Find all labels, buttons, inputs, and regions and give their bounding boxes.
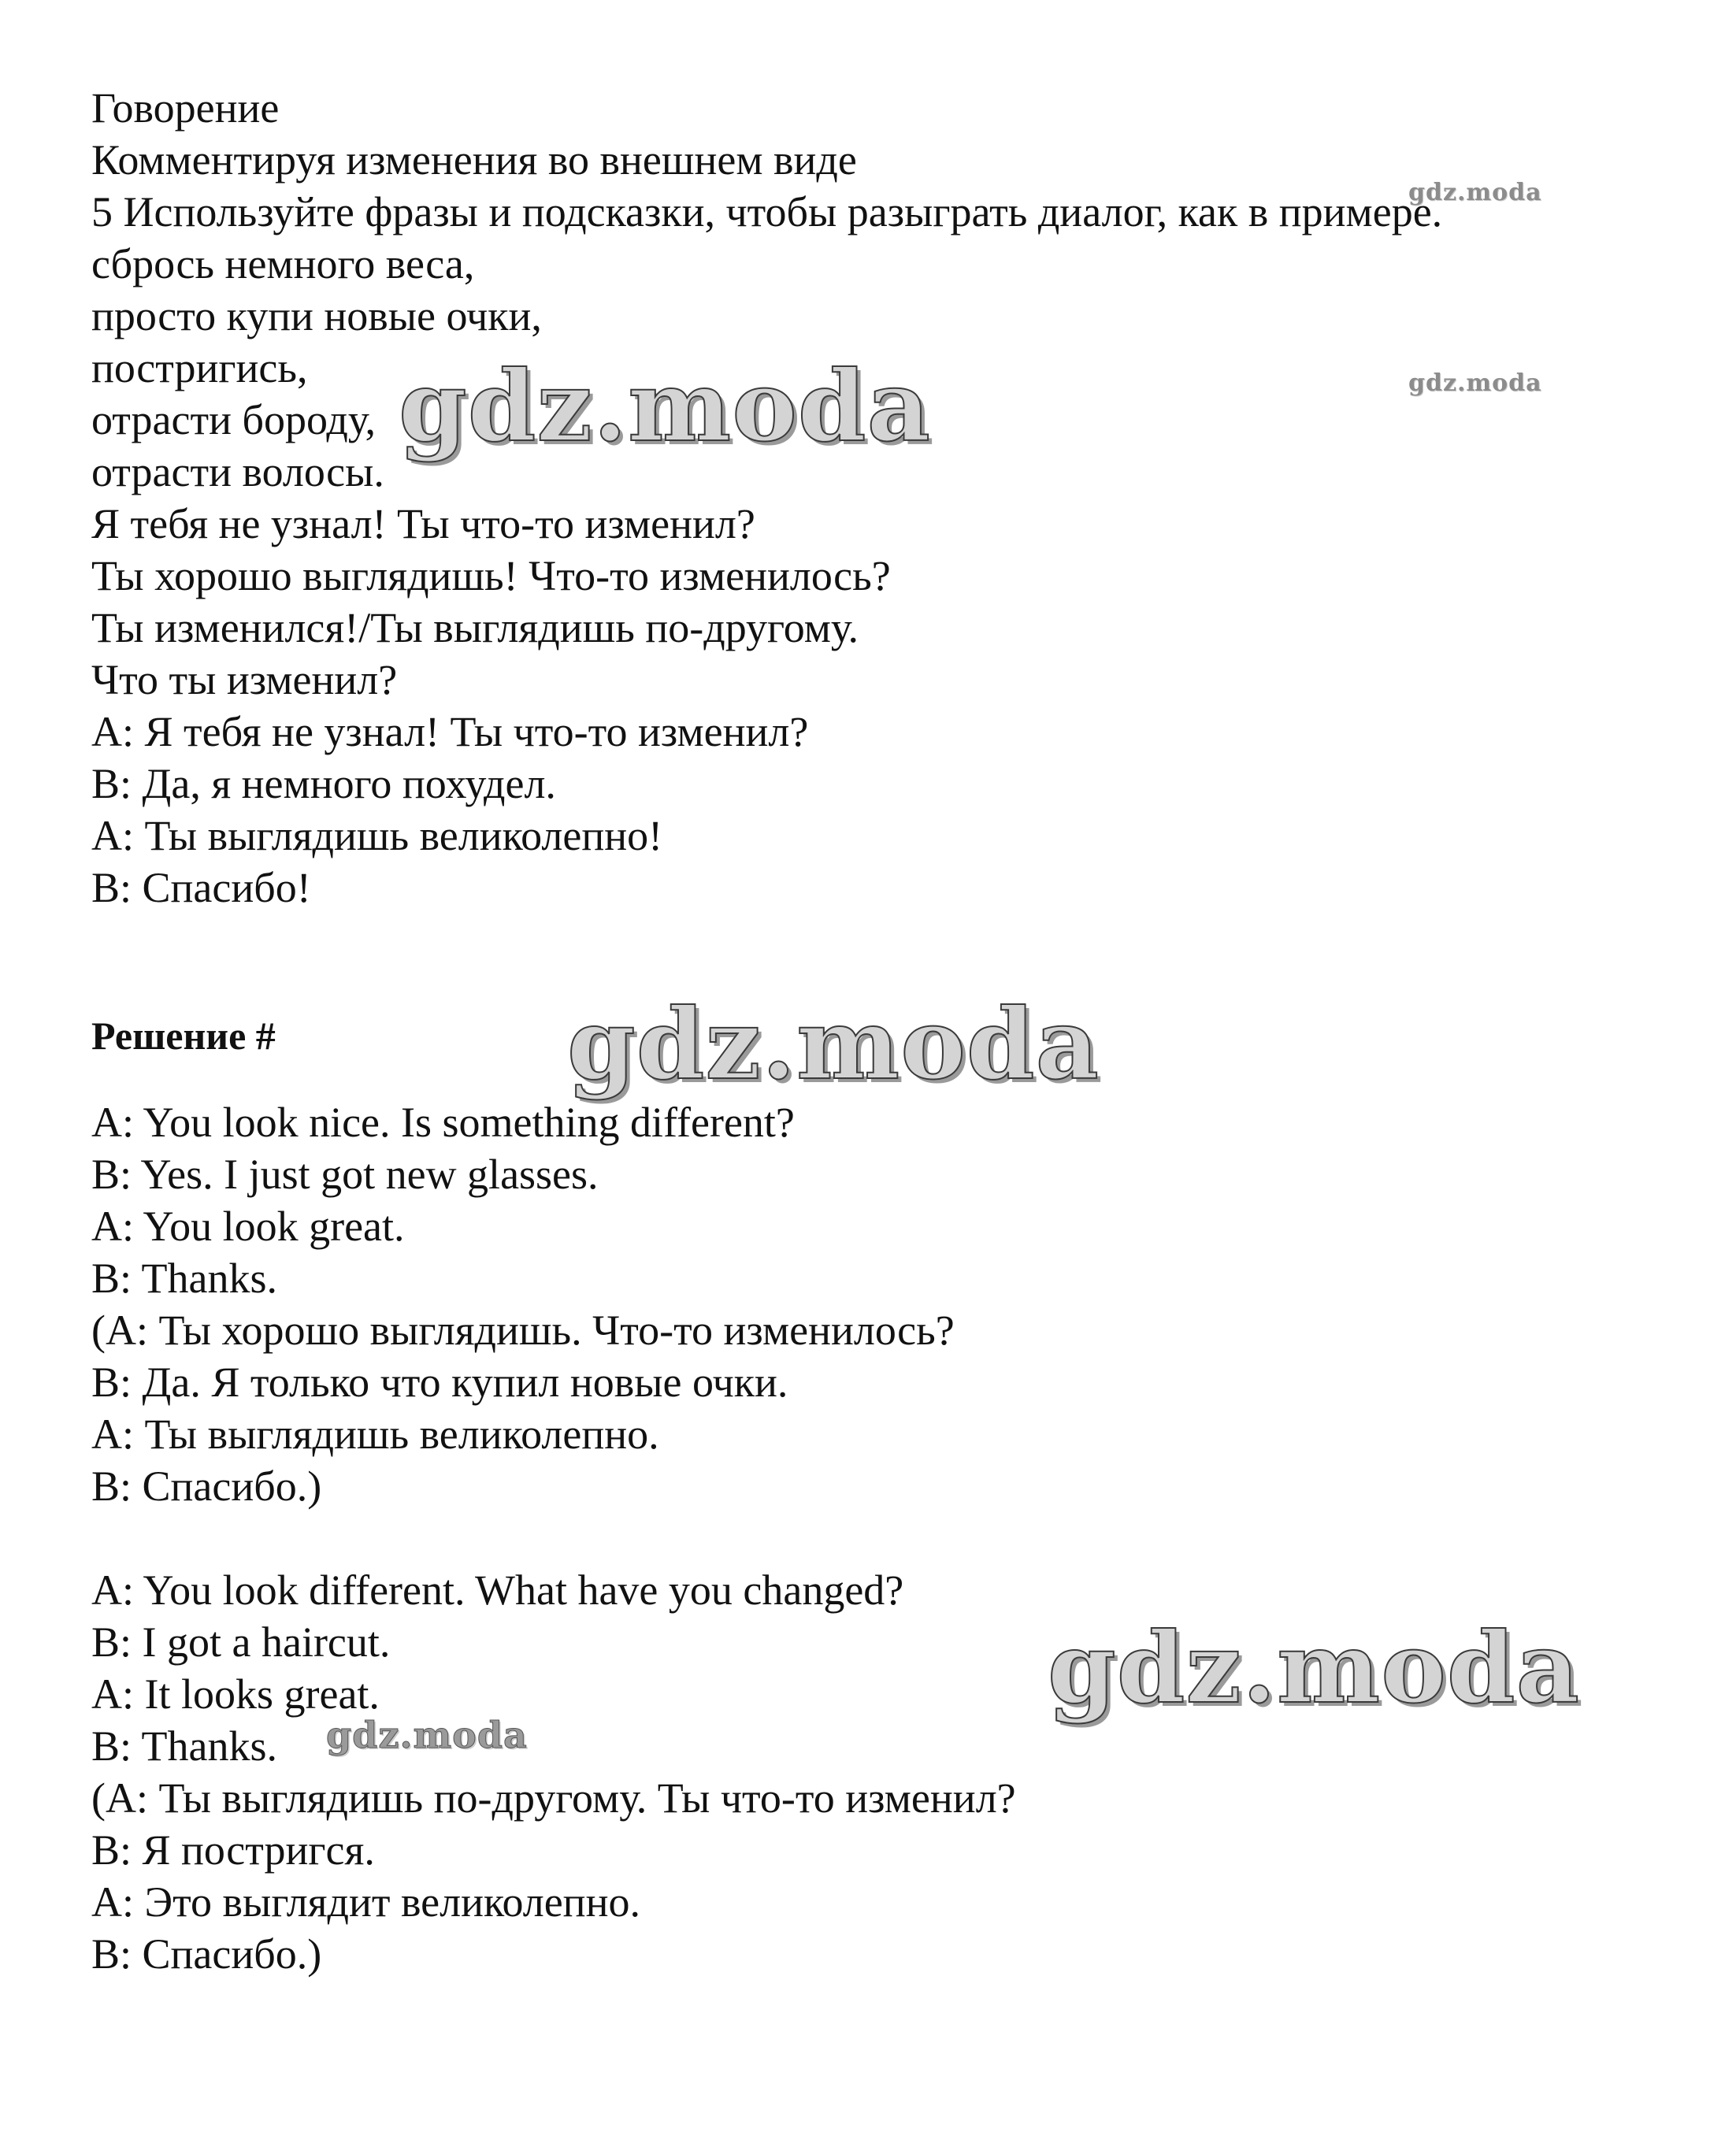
- dialog-line: B: Thanks.: [91, 1255, 278, 1302]
- example-line: В: Да, я немного похудел.: [91, 760, 556, 807]
- watermark-logo: gdz.moda: [1048, 1611, 1580, 1726]
- example-line: А: Ты выглядишь великолепно!: [91, 812, 663, 859]
- dialog-line: В: Да. Я только что купил новые очки.: [91, 1359, 788, 1406]
- watermark-logo: gdz.moda: [326, 1714, 528, 1756]
- phrase-line: Ты хорошо выглядишь! Что-то изменилось?: [91, 552, 891, 599]
- prompt-line: просто купи новые очки,: [91, 292, 542, 339]
- watermark-logo: gdz.moda: [1408, 179, 1542, 206]
- example-line: А: Я тебя не узнал! Ты что-то изменил?: [91, 708, 809, 755]
- dialog-line: А: Ты выглядишь великолепно.: [91, 1411, 659, 1458]
- solution-heading: Решение #: [91, 1014, 276, 1058]
- example-line: В: Спасибо!: [91, 864, 311, 911]
- instruction: 5 Используйте фразы и подсказки, чтобы разыграть диалог, как в примере.: [91, 188, 1443, 235]
- dialog-line: B: I got a haircut.: [91, 1618, 391, 1666]
- dialog-line: A: You look nice. Is something different?: [91, 1099, 795, 1146]
- prompt-line: отрасти волосы.: [91, 448, 384, 495]
- subtitle: Комментируя изменения во внешнем виде: [91, 136, 857, 184]
- prompt-line: постригись,: [91, 344, 308, 391]
- prompt-line: сбрось немного веса,: [91, 240, 475, 287]
- dialog-line: B: Thanks.: [91, 1722, 278, 1770]
- watermark-logo: gdz.moda: [399, 350, 931, 464]
- section-title: Говорение: [91, 84, 280, 132]
- dialog-line: В: Спасибо.): [91, 1463, 322, 1510]
- phrase-line: Ты изменился!/Ты выглядишь по-другому.: [91, 604, 859, 651]
- dialog-line: B: Yes. I just got new glasses.: [91, 1151, 599, 1198]
- dialog-line: A: You look different. What have you changed?: [91, 1566, 904, 1614]
- dialog-line: А: Это выглядит великолепно.: [91, 1878, 640, 1926]
- watermark-logo: gdz.moda: [567, 988, 1100, 1102]
- dialog-line: В: Я постригся.: [91, 1826, 375, 1874]
- dialog-line: (А: Ты выглядишь по-другому. Ты что-то изменил?: [91, 1774, 1016, 1822]
- dialog-line: A: It looks great.: [91, 1670, 380, 1718]
- dialog-line: В: Спасибо.): [91, 1930, 322, 1978]
- prompt-line: отрасти бороду,: [91, 396, 376, 443]
- dialog-line: A: You look great.: [91, 1203, 405, 1250]
- phrase-line: Я тебя не узнал! Ты что-то изменил?: [91, 500, 755, 547]
- watermark-logo: gdz.moda: [1408, 369, 1542, 397]
- dialog-line: (А: Ты хорошо выглядишь. Что-то изменилось?: [91, 1307, 955, 1354]
- phrase-line: Что ты изменил?: [91, 656, 398, 703]
